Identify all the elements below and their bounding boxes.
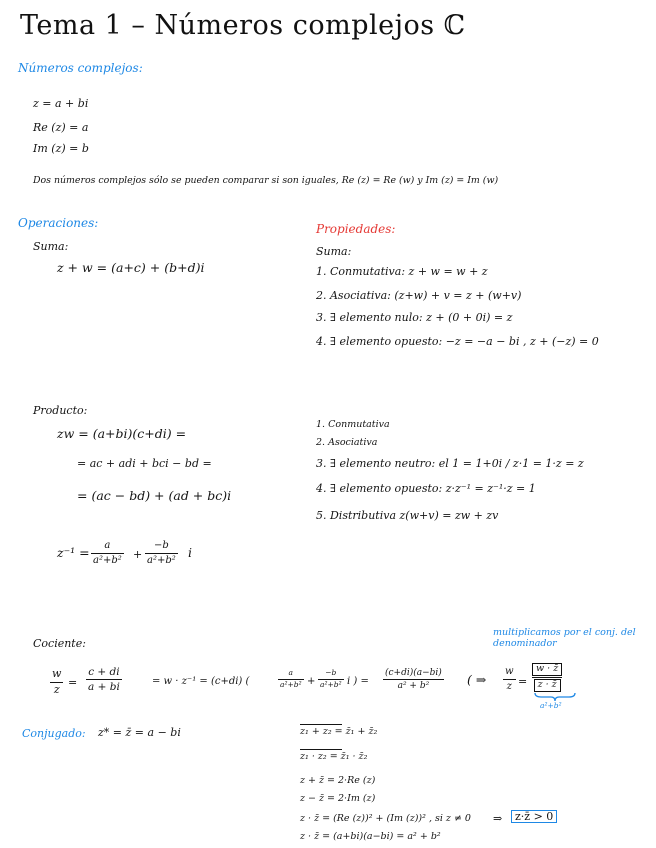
- implies-arrow: ( ⇒: [467, 672, 487, 687]
- section-heading-conjugado: Conjugado:: [22, 727, 86, 740]
- cociente-fraction-real: [278, 669, 304, 689]
- fraction-bar: [383, 679, 444, 680]
- page-title: Tema 1 – Números complejos ℂ: [20, 10, 466, 41]
- definition-line: Im (z) = b: [33, 142, 89, 155]
- equals-sign: =: [518, 675, 528, 688]
- positive-product-box: z·z̄ > 0: [511, 810, 557, 823]
- fraction-denominator: z: [506, 680, 512, 692]
- fraction-numerator: w: [505, 666, 514, 677]
- fraction-numerator: a: [288, 668, 294, 677]
- propiedad-producto-item: 5. Distributiva z(w+v) = zw + zv: [316, 509, 499, 522]
- implies-arrow: ⇒: [493, 812, 503, 825]
- producto-line: = (ac − bd) + (ad + bc)i: [77, 488, 232, 503]
- underbrace-label: a²+b²: [540, 701, 562, 710]
- inverse-fraction-imag: [145, 540, 178, 566]
- producto-line: zw = (a+bi)(c+di) =: [57, 426, 187, 441]
- inverse-lhs: z⁻¹ =: [57, 545, 90, 560]
- fraction-bar: [532, 677, 562, 678]
- plus-sign: +: [133, 548, 143, 561]
- fraction-denominator: a²+b²: [147, 554, 176, 566]
- equals-sign: =: [68, 676, 78, 689]
- suma-equation: z + w = (a+c) + (b+d)i: [57, 260, 205, 275]
- conjugado-definition: z* = z̄ = a − bi: [98, 726, 181, 739]
- overline-bar: [300, 724, 342, 725]
- conjugado-property: z · z̄ = (Re (z))² + (Im (z))² , si z ≠ 0: [300, 813, 471, 824]
- section-heading-operaciones: Operaciones:: [18, 216, 99, 230]
- fraction-numerator: w · z̄: [532, 663, 562, 676]
- fraction-denominator: z · z̄: [534, 679, 561, 692]
- fraction-denominator: z: [53, 682, 60, 696]
- cociente-main-fraction: [86, 666, 122, 693]
- propiedad-suma-item: 2. Asociativa: (z+w) + v = z + (w+v): [316, 289, 522, 302]
- fraction-numerator: −b: [153, 540, 169, 551]
- producto-label: Producto:: [33, 404, 88, 417]
- fraction-numerator: −b: [325, 668, 337, 677]
- imaginary-unit: i: [188, 545, 192, 560]
- overline-bar: [300, 749, 342, 750]
- conjugado-property: z − z̄ = 2·Im (z): [300, 793, 376, 804]
- cociente-fraction-imag: [318, 669, 344, 689]
- comparison-statement: Dos números complejos sólo se pueden comparar si son iguales, Re (z) = Re (w) y Im (z) = Im (w): [33, 175, 499, 186]
- cociente-w-over-z: [50, 668, 63, 696]
- section-heading-propiedades: Propiedades:: [316, 222, 396, 236]
- cociente-expansion: = w · z⁻¹ = (c+di) (: [152, 676, 250, 687]
- plus-sign: +: [307, 676, 316, 687]
- conjugado-property: z + z̄ = 2·Re (z): [300, 775, 376, 786]
- fraction-denominator: a²+b²: [320, 679, 342, 689]
- suma-label: Suma:: [33, 240, 69, 253]
- producto-line: = ac + adi + bci − bd =: [77, 457, 212, 470]
- fraction-denominator: a² + b²: [397, 681, 430, 692]
- propiedad-suma-item: 4. ∃ elemento opuesto: −z = −a − bi , z + (−z) = 0: [316, 335, 599, 348]
- fraction-denominator: a + bi: [88, 681, 120, 694]
- conjugado-property: z₁ · z₂ = z̄₁ · z̄₂: [300, 751, 368, 762]
- fraction-bar: [86, 679, 122, 680]
- definition-line: Re (z) = a: [33, 121, 89, 134]
- fraction-numerator: c + di: [88, 666, 120, 678]
- section-heading-numeros: Números complejos:: [18, 61, 143, 75]
- propiedad-producto-item: 2. Asociativa: [316, 437, 378, 448]
- cociente-note: multiplicamos por el conj. del denominador: [493, 627, 636, 649]
- fraction-numerator: a: [104, 540, 111, 551]
- conjugado-property: z₁ + z₂ = z̄₁ + z̄₂: [300, 726, 378, 737]
- propiedades-suma-label: Suma:: [316, 245, 352, 258]
- cociente-result-fraction: [383, 668, 444, 692]
- propiedad-producto-item: 4. ∃ elemento opuesto: z·z⁻¹ = z⁻¹·z = 1: [316, 482, 536, 495]
- propiedad-producto-item: 1. Conmutativa: [316, 419, 390, 430]
- fraction-bar: [503, 679, 516, 680]
- fraction-denominator: a²+b²: [93, 554, 122, 566]
- propiedad-producto-item: 3. ∃ elemento neutro: el 1 = 1+0i / z·1 = 1·z = z: [316, 457, 584, 470]
- conjugado-property: z · z̄ = (a+bi)(a−bi) = a² + b²: [300, 831, 441, 842]
- conjugate-w-over-z: [503, 666, 516, 692]
- fraction-bar: [91, 553, 124, 554]
- fraction-numerator: w: [52, 667, 62, 680]
- cociente-close: i ) =: [347, 676, 369, 687]
- conjugate-fraction: [532, 663, 562, 692]
- fraction-denominator: a²+b²: [280, 679, 302, 689]
- cociente-label: Cociente:: [33, 637, 86, 650]
- propiedad-suma-item: 1. Conmutativa: z + w = w + z: [316, 265, 488, 278]
- fraction-bar: [145, 553, 178, 554]
- propiedad-suma-item: 3. ∃ elemento nulo: z + (0 + 0i) = z: [316, 311, 513, 324]
- definition-line: z = a + bi: [33, 97, 89, 110]
- fraction-numerator: (c+di)(a−bi): [385, 668, 442, 678]
- inverse-fraction-real: [91, 540, 124, 566]
